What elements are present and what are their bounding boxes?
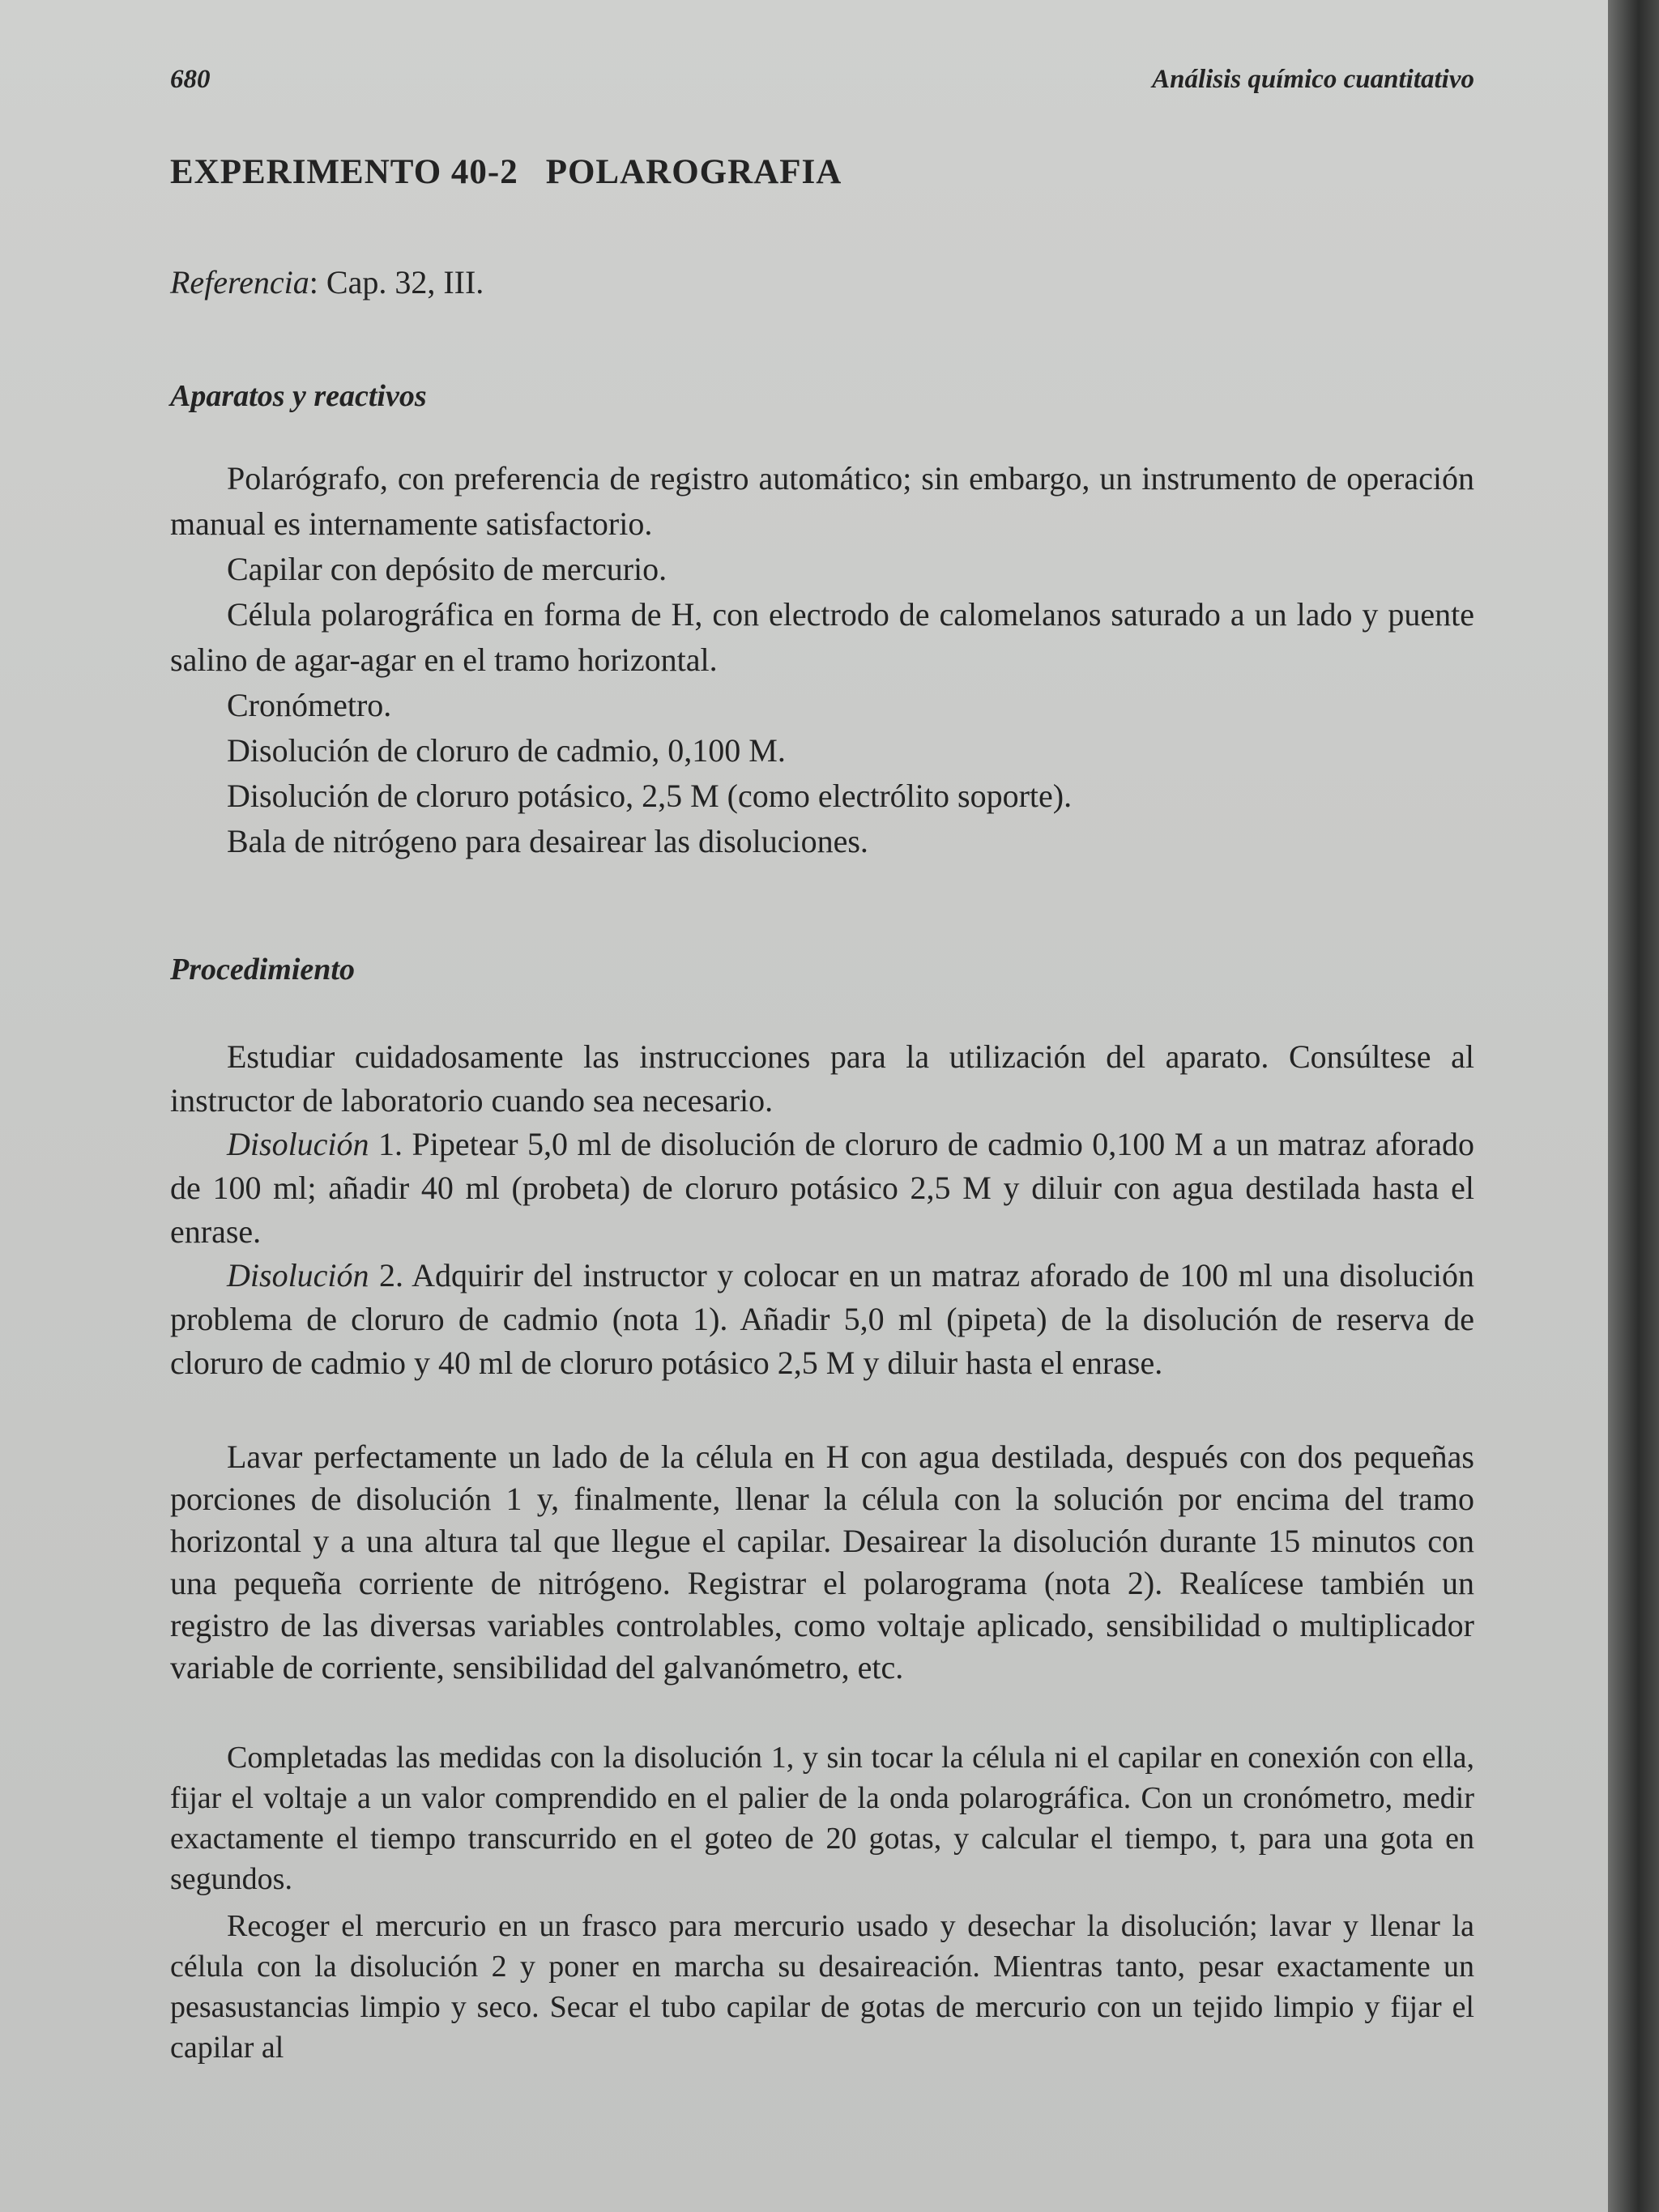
procedure-intro: Estudiar cuidadosamente las instrucciones para la utilización del aparato. Consúltese al instructor de laboratorio cuando sea necesario. [170, 1038, 1474, 1119]
apparatus-item: Célula polarográfica en forma de H, con electrodo de calomelanos saturado a un lado y puente salino de agar-agar en el tramo horizontal. [170, 596, 1474, 678]
apparatus-item: Disolución de cloruro potásico, 2,5 M (como electrólito soporte). [227, 778, 1073, 814]
running-header [170, 65, 1474, 105]
reference-value: Cap. 32, III. [326, 264, 484, 300]
apparatus-item: Capilar con depósito de mercurio. [227, 551, 667, 587]
solution-2-text: Adquirir del instructor y colocar en un matraz aforado de 100 ml una disolución problema de cloruro de cadmio (nota 1). Añadir 5,0 ml (pipeta) de la disolución de reserva de cloruro de cadmio y 40 ml de cloruro potásico 2,5 M y diluir hasta el enrase. [170, 1257, 1475, 1381]
procedure-text-upper [170, 1035, 1474, 1385]
solution-1-label: Disolución [227, 1126, 369, 1162]
experiment-number: EXPERIMENTO 40-2 [170, 153, 518, 191]
apparatus-item: Polarógrafo, con preferencia de registro automático; sin embargo, un instrumento de operación manual es internamente satisfactorio. [170, 460, 1474, 542]
book-spine-shadow [1608, 0, 1659, 2212]
reference-label: Referencia [170, 264, 309, 300]
solution-1-number: 1. [378, 1126, 403, 1162]
solution-2-paragraph [170, 1254, 1474, 1385]
procedure-text-middle [170, 1436, 1474, 1689]
solution-2-label: Disolución [227, 1257, 369, 1294]
collect-paragraph: Recoger el mercurio en un frasco para mercurio usado y desechar la disolución; lavar y llenar la célula con la disolución 2 y poner en marcha su desaireación. Mientras tanto, pesar exactamente un pesasustancias limpio y seco. Secar el tubo capilar de gotas de mercurio con un tejido limpio y fijar el capilar al [170, 1909, 1474, 2065]
experiment-title [170, 152, 842, 192]
solution-2-number: 2. [378, 1257, 403, 1294]
procedure-text-lower [170, 1737, 1474, 2068]
measure-paragraph: Completadas las medidas con la disolución 1, y sin tocar la célula ni el capilar en conexión con ella, fijar el voltaje a un valor comprendido en el palier de la onda polarográfica. Con un cronómetro, medir exactamente el tiempo transcurrido en el goteo de 20 gotas, y calcular el tiempo, t, para una gota en segundos. [170, 1741, 1474, 1896]
wash-paragraph: Lavar perfectamente un lado de la célula en H con agua destilada, después con dos pequeñas porciones de disolución 1 y, finalmente, llenar la célula con la solución por encima del tramo horizontal y a una altura tal que llegue el capilar. Desairear la disolución durante 15 minutos con una pequeña corriente de nitrógeno. Registrar el polarograma (nota 2). Realícese también un registro de las diversas variables controlables, como voltaje aplicado, sensibilidad o multiplicador variable de corriente, sensibilidad del galvanómetro, etc. [170, 1438, 1474, 1686]
solution-1-paragraph [170, 1123, 1474, 1254]
apparatus-item: Disolución de cloruro de cadmio, 0,100 M. [227, 732, 786, 769]
running-title: Análisis químico cuantitativo [1152, 65, 1474, 94]
page-number: 680 [170, 65, 211, 94]
reference-line: Referencia: Cap. 32, III. [170, 264, 484, 300]
apparatus-list [170, 456, 1474, 864]
apparatus-item: Cronómetro. [227, 687, 392, 723]
apparatus-item: Bala de nitrógeno para desairear las disoluciones. [227, 823, 868, 859]
solution-1-text: Pipetear 5,0 ml de disolución de cloruro de cadmio 0,100 M a un matraz aforado de 100 ml; añadir 40 ml (probeta) de cloruro potásico 2,5 M y diluir con agua destilada hasta el enrase. [170, 1126, 1474, 1250]
procedure-heading: Procedimiento [170, 953, 355, 987]
apparatus-heading: Aparatos y reactivos [170, 379, 427, 413]
experiment-name: POLAROGRAFIA [545, 153, 842, 191]
